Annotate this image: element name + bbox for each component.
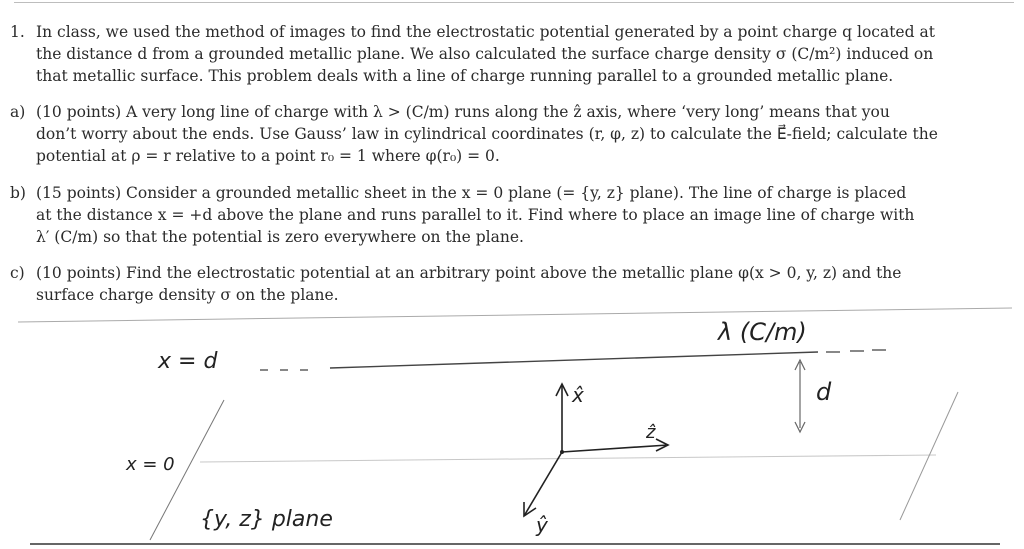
part-c-line-2: surface charge density σ on the plane. [36, 286, 339, 304]
part-b-line-1: (15 points) Consider a grounded metallic sheet in the x = 0 plane (= {y, z} plane). The line of charge is placed [36, 184, 907, 202]
problem-number: 1. [10, 23, 25, 41]
intro-line-3: that metallic surface. This problem deals with a line of charge running parallel to a grounded metallic plane. [36, 67, 894, 85]
part-c-label: c) [10, 264, 25, 282]
part-b-line-3: λ′ (C/m) so that the potential is zero everywhere on the plane. [36, 228, 524, 246]
part-a-line-1: (10 points) A very long line of charge with λ > (C/m) runs along the ẑ axis, where ‘very long’ means that you [36, 103, 890, 121]
y-axis-arrowhead [524, 502, 536, 516]
d-label: d [816, 378, 832, 406]
part-b-line-2: at the distance x = +d above the plane and runs parallel to it. Find where to place an image line of charge with [36, 206, 915, 224]
sketch-top-rule [18, 308, 1012, 322]
x-d-label: x = d [158, 349, 218, 374]
y-axis-label: ŷ [536, 513, 548, 537]
charge-line [330, 352, 818, 368]
origin-point [560, 450, 564, 454]
part-a-line-2: don’t worry about the ends. Use Gauss’ law in cylindrical coordinates (r, φ, z) to calculate the E⃗-field; calculate the [36, 125, 938, 143]
x-0-label: x = 0 [126, 454, 175, 475]
part-a-label: a) [10, 103, 26, 121]
intro-line-2: the distance d from a grounded metallic plane. We also calculated the surface charge density σ (C/m²) induced on [36, 45, 934, 63]
plane-front-edge [200, 455, 936, 462]
part-c-line-1: (10 points) Find the electrostatic potential at an arbitrary point above the metallic plane φ(x > 0, y, z) and the [36, 264, 902, 282]
charge-line-label: λ (C/m) [718, 318, 807, 346]
z-axis-label: ẑ [646, 422, 656, 443]
y-axis [524, 452, 562, 516]
part-b-label: b) [10, 184, 26, 202]
part-a-line-3: potential at ρ = r relative to a point r₀ = 1 where φ(r₀) = 0. [36, 147, 500, 165]
plane-right-edge [900, 392, 958, 520]
x-axis-label: x̂ [572, 383, 584, 407]
intro-line-1: In class, we used the method of images to find the electrostatic potential generated by a point charge q located at [36, 23, 935, 41]
z-axis [562, 445, 668, 452]
plane-label: {y, z} plane [200, 507, 333, 532]
